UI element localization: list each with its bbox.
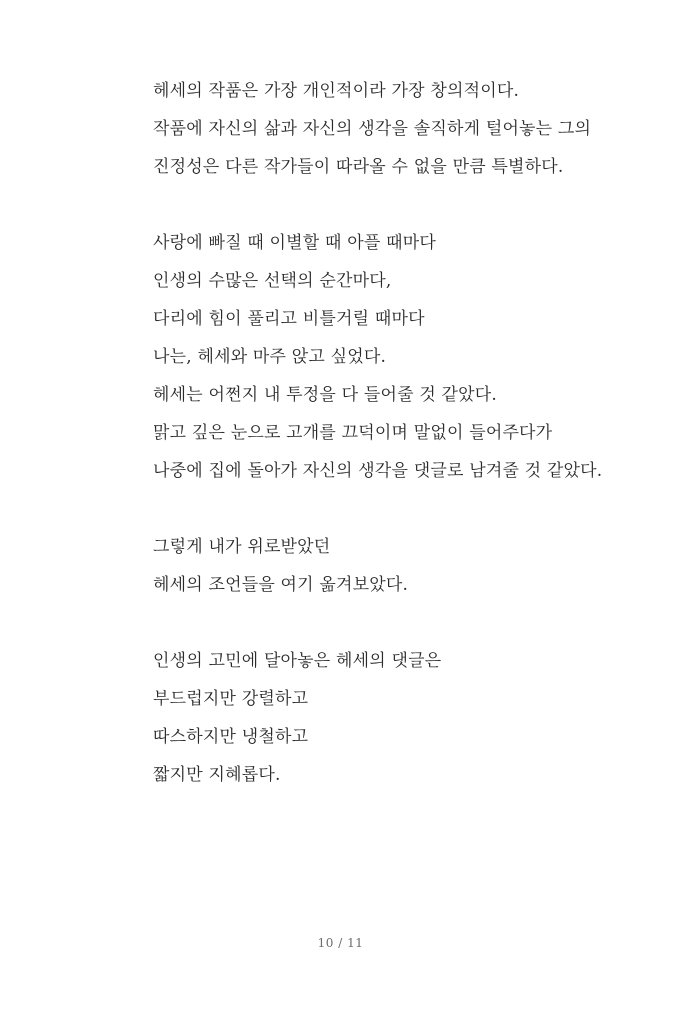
text-line: 부드럽지만 강렬하고 bbox=[153, 689, 309, 709]
text-line: 인생의 고민에 달아놓은 헤세의 댓글은 bbox=[153, 651, 442, 671]
text-line: 나는, 헤세와 마주 앉고 싶었다. bbox=[153, 347, 387, 367]
text-line: 따스하지만 냉철하고 bbox=[153, 727, 309, 747]
text-line: 인생의 수많은 선택의 순간마다, bbox=[153, 271, 392, 291]
page-body bbox=[153, 72, 633, 794]
text-line: 그렇게 내가 위로받았던 bbox=[153, 537, 331, 557]
text-line: 헤세의 작품은 가장 개인적이라 가장 창의적이다. bbox=[153, 81, 520, 101]
text-line: 다리에 힘이 풀리고 비틀거릴 때마다 bbox=[153, 309, 425, 329]
paragraph-spacer bbox=[153, 604, 633, 642]
page-number: 10 / 11 bbox=[317, 936, 364, 950]
text-line: 헤세의 조언들을 여기 옮겨보았다. bbox=[153, 575, 409, 595]
paragraph-spacer bbox=[153, 490, 633, 528]
text-line: 사랑에 빠질 때 이별할 때 아플 때마다 bbox=[153, 233, 436, 253]
paragraph-2 bbox=[153, 224, 633, 490]
text-line: 진정성은 다른 작가들이 따라올 수 없을 만큼 특별하다. bbox=[153, 157, 564, 177]
text-line: 나중에 집에 돌아가 자신의 생각을 댓글로 남겨줄 것 같았다. bbox=[153, 461, 603, 481]
paragraph-1 bbox=[153, 72, 633, 186]
paragraph-3 bbox=[153, 528, 633, 604]
text-line: 맑고 깊은 눈으로 고개를 끄덕이며 말없이 들어주다가 bbox=[153, 423, 553, 443]
text-line: 작품에 자신의 삶과 자신의 생각을 솔직하게 털어놓는 그의 bbox=[153, 119, 592, 139]
paragraph-spacer bbox=[153, 186, 633, 224]
text-line: 헤세는 어쩐지 내 투정을 다 들어줄 것 같았다. bbox=[153, 385, 498, 405]
text-line: 짧지만 지혜롭다. bbox=[153, 765, 281, 785]
paragraph-4 bbox=[153, 642, 633, 794]
